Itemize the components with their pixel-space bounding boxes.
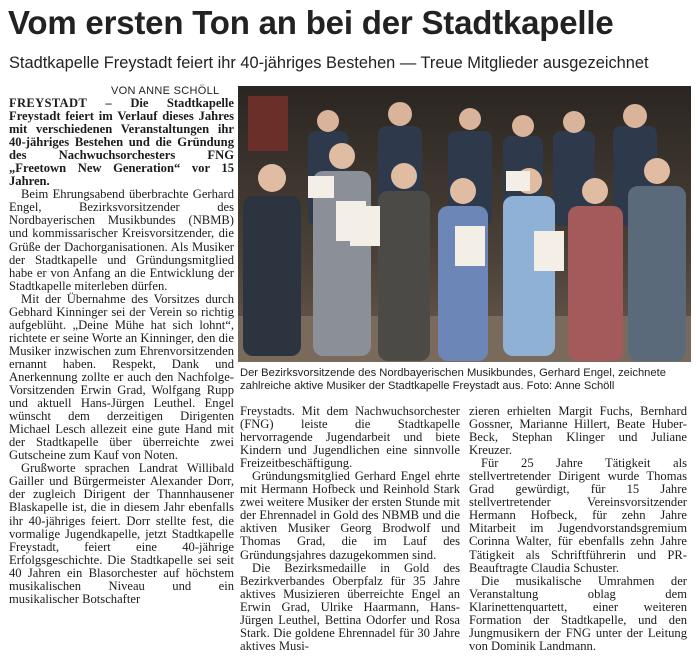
body-paragraph: Beim Ehrungsabend überbrachte Gerhard Engel, Bezirksvorsitzender des Nordbayerischen Musikbundes (NBMB) und kommissarischer Kreisvorsitzender, die Grüße der Dachorganisationen. Als Musiker der Stadtkapelle und Gründungsmitglied habe er von Anfang an die Entwicklung der Stadtkapelle miterleben dürfen.	[9, 187, 234, 293]
body-paragraph: Für 25 Jahre Tätigkeit als stellvertretender Dirigent wurde Thomas Grad gewürdigt, für 15 Jahre stellvertretender Vereinsvorsitzender Hermann Hofbeck, für zehn Jahre Mitarbeit im Jugendvorstandsgremium Corinna Walter, für ebenfalls zehn Jahre Tätigkeit als Schriftführerin und PR-Beauftragte Claudia Schuster.	[469, 456, 687, 575]
body-paragraph: Grußworte sprachen Landrat Willibald Gailler und Bürgermeister Alexander Dorr, der zugleich Dirigent der Thannhausener Blaskapelle ist, die in diesem Jahr ebenfalls ihr 40-jähriges feiert. Dorr stellte fest, die vormalige Jugendkapelle, jetzt Stadtkapelle Freystadt, feiert eine 40-jährige Erfolgsgeschichte. Die Stadtkapelle sei seit 40 Jahren ein Blasorchester auf höchstem musikalischen Niveau und ein musikalischer Botschafter	[9, 461, 234, 606]
body-paragraph: Mit der Übernahme des Vorsitzes durch Gebhard Kinninger sei der Verein so richtig aufgeblüht. „Deine Mühe hat sich lohnt“, richtete er seine Worte an Kinninger, den die Musiker inzwischen zum Ehrenvorsitzenden ernannt haben. Respekt, Dank und Anerkennung zollte er auch den Nachfolge-Vorsitzenden Erwin Grad, Wolfgang Rupp und aktuell Hans-Jürgen Leuthel. Engel wünscht dem derzeitigen Dirigenten Michael Lesch allezeit eine gute Hand mit der Stadtkapelle über überreichte zwei Gutscheine zum Kauf von Noten.	[9, 291, 234, 463]
group-photo	[238, 86, 691, 362]
headline: Vom ersten Ton an bei der Stadtkapelle	[8, 4, 614, 41]
photo-credit: Foto: Anne Schöll	[526, 380, 615, 393]
byline: VON ANNE SCHÖLL	[111, 85, 220, 97]
lead-paragraph	[9, 97, 234, 188]
group-photo-illustration	[238, 86, 691, 362]
article-column-2	[240, 405, 460, 657]
body-paragraph: Gründungsmitglied Gerhard Engel ehrte mit Hermann Hofbeck und Reinhold Stark zwei weitere Musiker der ersten Stunde mit der Ehrennadel in Gold des NBMB und die aktiven Musiker Georg Brodwolf und Thomas Grad, die im Lauf des Gründungsjahres dazugekommen sind.	[240, 469, 460, 562]
subheadline: Stadtkapelle Freystadt feiert ihr 40-jähriges Bestehen — Treue Mitglieder ausgezeichnet	[9, 54, 649, 72]
body-paragraph: Freystadts. Mit dem Nachwuchsorchester (FNG) leiste die Stadtkapelle hervorragende Jugendarbeit und biete Kindern und Jugendlichen eine sinnvolle Freizeitbeschäftigung.	[240, 405, 460, 471]
photo-caption	[240, 367, 690, 394]
body-paragraph: Die Bezirksmedaille in Gold des Bezirkverbandes Oberpfalz für 35 Jahre aktives Musizieren überreichte Engel an Erwin Grad, Ulrike Haarmann, Hans-Jürgen Leuthel, Bettina Odorfer und Rosa Stark. Die goldene Ehrennadel für 30 Jahre aktives Musi-	[240, 560, 460, 653]
body-paragraph: Die musikalische Umrahmen der Veranstaltung oblag dem Klarinettenquartett, einer weiteren Formation der Stadtkapelle, und den Jungmusikern der FNG unter der Leitung von Dominik Landmann.	[469, 573, 687, 653]
caption-text: Der Bezirksvorsitzende des Nordbayerischen Musikbundes, Gerhard Engel, zeichnete zahlreiche aktive Musiker der Stadtkapelle Freystadt aus.	[240, 367, 666, 393]
article-column-1	[9, 97, 234, 657]
article-column-3	[469, 405, 687, 657]
dateline: FREYSTADT –	[9, 97, 113, 110]
body-paragraph: zieren erhielten Margit Fuchs, Bernhard Gossner, Marianne Hillert, Beate Huber-Beck, Stephan Klinger und Juliane Kreuzer.	[469, 405, 687, 458]
lead-text: Die Stadtkapelle Freystadt feiert im Verlauf dieses Jahres mit verschiedenen Veranstaltungen ihr 40-jähriges Bestehen und die Gründung des Nachwuchsorchesters FNG „Freetown New Generation“ vor 15 Jahren.	[9, 97, 234, 189]
